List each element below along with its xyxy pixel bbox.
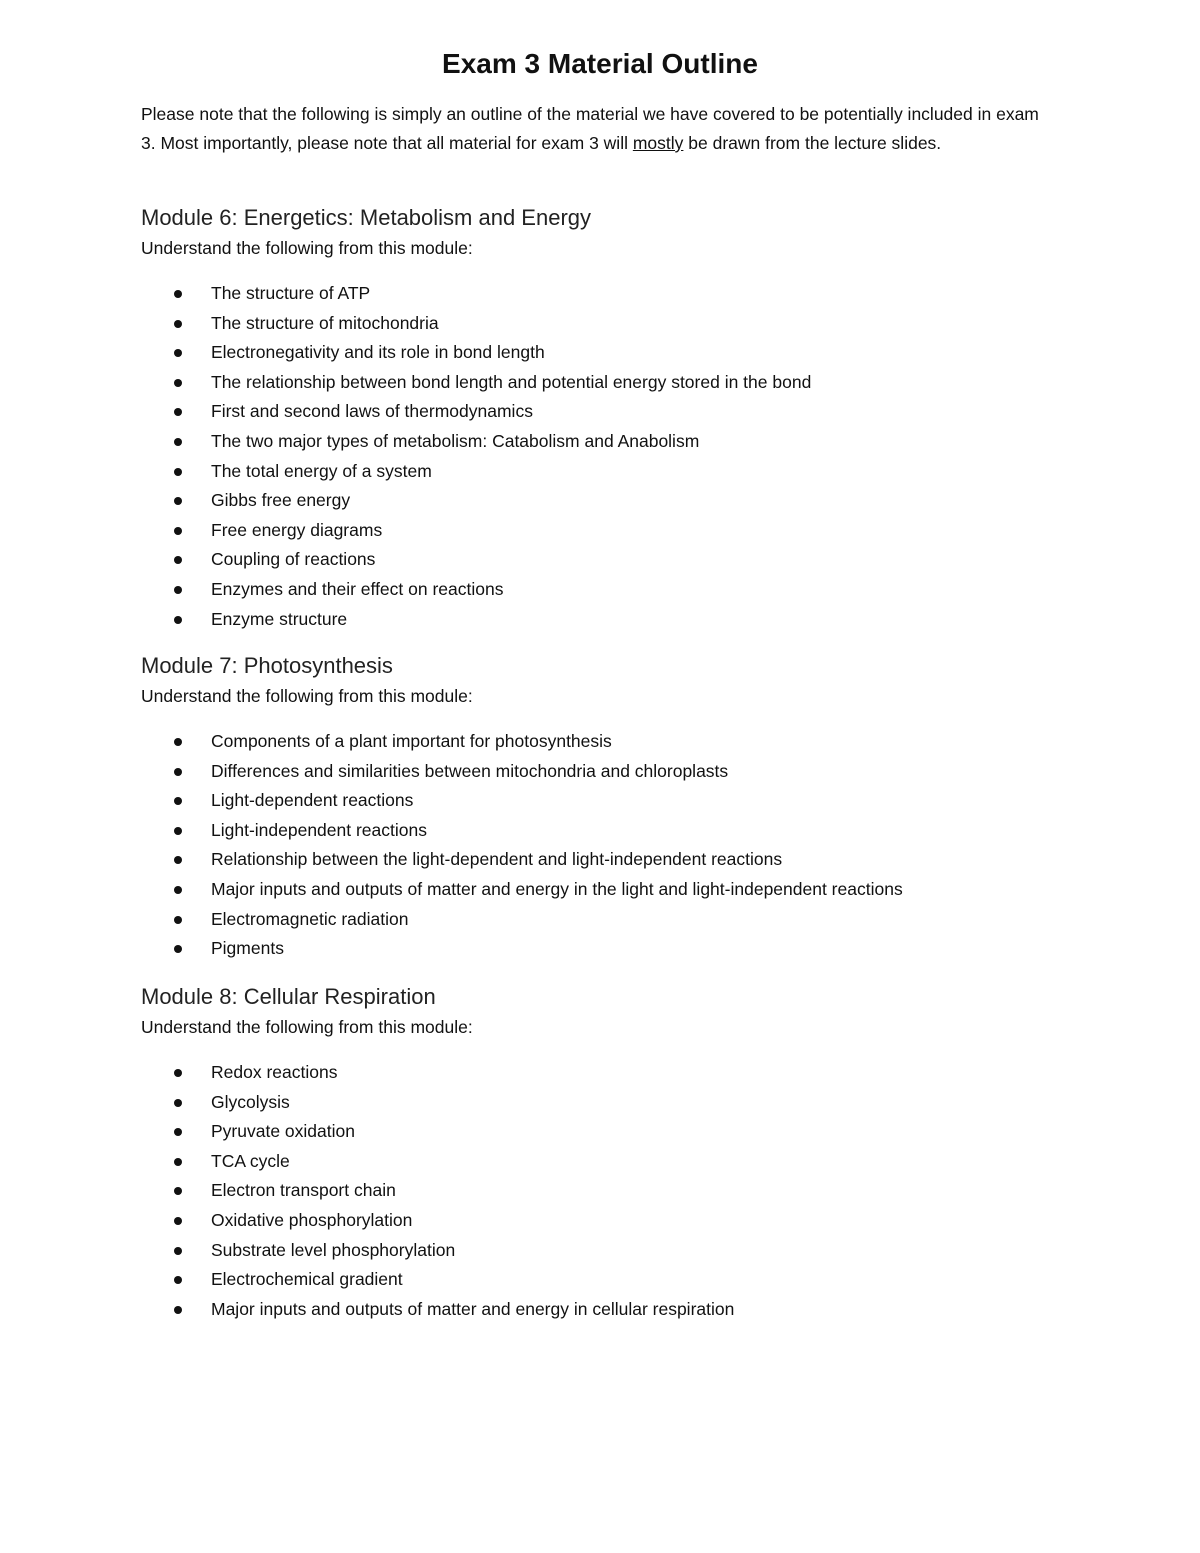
list-item bbox=[141, 279, 1091, 309]
module-heading: Module 7: Photosynthesis bbox=[141, 653, 393, 678]
intro-emphasis: mostly bbox=[632, 133, 684, 153]
bullet-icon bbox=[174, 468, 182, 476]
bullet-icon bbox=[174, 616, 182, 624]
bullet-icon bbox=[174, 1247, 182, 1255]
list-item bbox=[141, 757, 1091, 787]
module-6-section bbox=[141, 203, 1091, 634]
bullet-icon bbox=[174, 527, 182, 535]
bullet-icon bbox=[174, 797, 182, 805]
list-item bbox=[141, 516, 1091, 546]
list-item-text: Electrochemical gradient bbox=[211, 1269, 403, 1290]
bullet-icon bbox=[174, 827, 182, 835]
list-item bbox=[141, 1176, 1091, 1206]
list-item bbox=[141, 309, 1091, 339]
intro-text-part1: Please note that the following is simply an outline of the material we have covered to be potentially included in exam 3. Most importantly, please note that all material for exam 3 will bbox=[141, 104, 1039, 153]
list-item bbox=[141, 905, 1091, 935]
list-item bbox=[141, 727, 1091, 757]
list-item-text: Enzyme structure bbox=[211, 608, 348, 629]
list-item bbox=[141, 545, 1091, 575]
bullet-icon bbox=[174, 586, 182, 594]
list-item bbox=[141, 786, 1091, 816]
list-item-text: Components of a plant important for photosynthesis bbox=[211, 731, 612, 751]
list-item bbox=[141, 1117, 1091, 1147]
list-item bbox=[141, 427, 1091, 457]
list-item-text: Gibbs free energy bbox=[211, 490, 351, 511]
list-item-text: Electronegativity and its role in bond length bbox=[211, 342, 545, 363]
list-item-text: The structure of mitochondria bbox=[211, 312, 439, 333]
list-item bbox=[141, 1236, 1091, 1266]
module-subheading: Understand the following from this module: bbox=[141, 238, 473, 258]
intro-text-part2: be drawn from the lecture slides. bbox=[683, 133, 942, 153]
list-item bbox=[141, 845, 1091, 875]
bullet-icon bbox=[174, 1306, 182, 1314]
intro-paragraph bbox=[141, 100, 1041, 158]
bullet-icon bbox=[174, 1158, 182, 1166]
bullet-icon bbox=[174, 556, 182, 564]
list-item bbox=[141, 368, 1091, 398]
bullet-icon bbox=[174, 738, 182, 746]
list-item-text: Light-independent reactions bbox=[211, 819, 427, 840]
list-item-text: Coupling of reactions bbox=[211, 549, 376, 570]
list-item-text: Pyruvate oxidation bbox=[211, 1121, 355, 1142]
list-item bbox=[141, 605, 1091, 635]
list-item bbox=[141, 1058, 1091, 1088]
bullet-icon bbox=[174, 1099, 182, 1107]
bullet-icon bbox=[174, 1217, 182, 1225]
bullet-icon bbox=[174, 320, 182, 328]
module-7-section bbox=[141, 651, 1091, 964]
list-item bbox=[141, 1147, 1091, 1177]
list-item bbox=[141, 486, 1091, 516]
module-heading: Module 8: Cellular Respiration bbox=[141, 984, 436, 1009]
list-item-text: TCA cycle bbox=[211, 1150, 290, 1171]
list-item bbox=[141, 1295, 1091, 1325]
list-item-text: Pigments bbox=[211, 938, 284, 959]
list-item-text: The two major types of metabolism: Catabolism and Anabolism bbox=[211, 430, 700, 451]
list-item bbox=[141, 457, 1091, 487]
module-7-list bbox=[141, 727, 1091, 964]
module-subheading: Understand the following from this module: bbox=[141, 1017, 473, 1037]
list-item-text: Glycolysis bbox=[211, 1091, 290, 1112]
bullet-icon bbox=[174, 886, 182, 894]
module-subheading: Understand the following from this module: bbox=[141, 686, 473, 706]
bullet-icon bbox=[174, 497, 182, 505]
list-item-text: Substrate level phosphorylation bbox=[211, 1239, 456, 1260]
list-item-text: Major inputs and outputs of matter and energy in cellular respiration bbox=[211, 1298, 735, 1319]
bullet-icon bbox=[174, 768, 182, 776]
list-item-text: Redox reactions bbox=[211, 1062, 338, 1082]
list-item bbox=[141, 1265, 1091, 1295]
list-item-text: The total energy of a system bbox=[211, 460, 432, 481]
bullet-icon bbox=[174, 856, 182, 864]
list-item-text: Major inputs and outputs of matter and energy in the light and light-independent reactions bbox=[211, 878, 903, 899]
list-item bbox=[141, 338, 1091, 368]
list-item bbox=[141, 397, 1091, 427]
list-item bbox=[141, 875, 1091, 905]
list-item-text: Electron transport chain bbox=[211, 1180, 396, 1201]
module-8-list bbox=[141, 1058, 1091, 1324]
bullet-icon bbox=[174, 379, 182, 387]
module-heading: Module 6: Energetics: Metabolism and Energy bbox=[141, 205, 592, 230]
list-item-text: First and second laws of thermodynamics bbox=[211, 401, 533, 422]
list-item bbox=[141, 934, 1091, 964]
bullet-icon bbox=[174, 1187, 182, 1195]
list-item-text: Free energy diagrams bbox=[211, 519, 383, 540]
list-item-text: The relationship between bond length and potential energy stored in the bond bbox=[211, 371, 812, 392]
list-item-text: Enzymes and their effect on reactions bbox=[211, 578, 504, 599]
bullet-icon bbox=[174, 408, 182, 416]
bullet-icon bbox=[174, 945, 182, 953]
list-item-text: Electromagnetic radiation bbox=[211, 908, 409, 929]
bullet-icon bbox=[174, 1128, 182, 1136]
list-item bbox=[141, 1206, 1091, 1236]
bullet-icon bbox=[174, 438, 182, 446]
list-item-text: Relationship between the light-dependent and light-independent reactions bbox=[211, 849, 783, 870]
bullet-icon bbox=[174, 349, 182, 357]
list-item bbox=[141, 1088, 1091, 1118]
list-item bbox=[141, 575, 1091, 605]
module-8-section bbox=[141, 982, 1091, 1324]
list-item-text: Oxidative phosphorylation bbox=[211, 1209, 413, 1230]
bullet-icon bbox=[174, 1069, 182, 1077]
list-item-text: Differences and similarities between mitochondria and chloroplasts bbox=[211, 760, 729, 781]
list-item-text: Light-dependent reactions bbox=[211, 790, 414, 811]
bullet-icon bbox=[174, 1276, 182, 1284]
module-6-list bbox=[141, 279, 1091, 634]
list-item bbox=[141, 816, 1091, 846]
list-item-text: The structure of ATP bbox=[211, 283, 371, 303]
bullet-icon bbox=[174, 290, 182, 298]
bullet-icon bbox=[174, 916, 182, 924]
page-title: Exam 3 Material Outline bbox=[442, 48, 758, 79]
